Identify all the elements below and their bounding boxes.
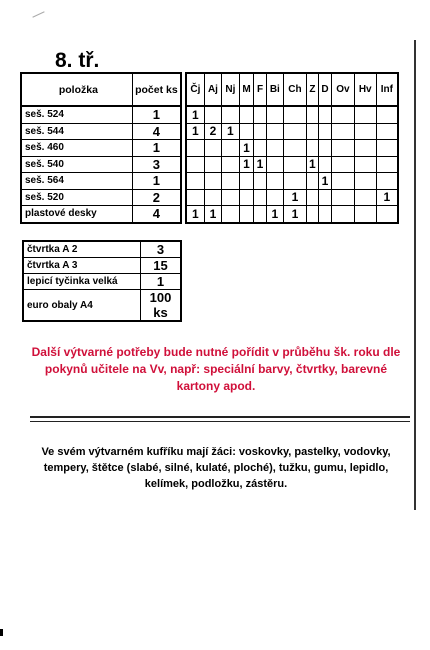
subject-header: F (254, 73, 266, 106)
subject-cell (376, 173, 398, 190)
subject-cell (266, 156, 283, 173)
subject-cell (266, 173, 283, 190)
subject-cell (222, 173, 239, 190)
subject-header-row (186, 73, 398, 106)
subject-cell (239, 106, 254, 123)
subject-header: Aj (204, 73, 221, 106)
subject-cell (354, 189, 376, 206)
item-name: seš. 524 (21, 106, 132, 123)
subject-cell (354, 106, 376, 123)
subject-cell (376, 206, 398, 223)
item-name: seš. 540 (21, 156, 132, 173)
supply-count: 100 ks (141, 290, 182, 322)
subject-header: Z (306, 73, 318, 106)
subject-cell (222, 156, 239, 173)
supplies-row (23, 258, 181, 274)
subject-cell (284, 123, 307, 140)
item-count: 1 (132, 106, 181, 123)
subject-header: Nj (222, 73, 239, 106)
subject-cell (332, 173, 355, 190)
items-header-row (21, 73, 181, 106)
items-row (21, 173, 181, 190)
items-row (21, 106, 181, 123)
subject-cell (332, 140, 355, 157)
subject-cell: 1 (239, 156, 254, 173)
subject-cell (332, 189, 355, 206)
subject-cell (204, 173, 221, 190)
subject-cell (266, 123, 283, 140)
subject-row (186, 140, 398, 157)
subject-row (186, 106, 398, 123)
subject-cell (186, 189, 204, 206)
supplies-row (23, 290, 181, 322)
subject-cell (318, 206, 331, 223)
corner-mark (32, 11, 44, 17)
subject-cell (332, 123, 355, 140)
subject-cell: 2 (204, 123, 221, 140)
subject-cell (204, 156, 221, 173)
subject-cell (239, 173, 254, 190)
subject-header: D (318, 73, 331, 106)
items-row (21, 140, 181, 157)
subject-cell (354, 140, 376, 157)
subject-cell (254, 140, 266, 157)
subject-cell (254, 106, 266, 123)
subject-row (186, 173, 398, 190)
subject-cell (354, 156, 376, 173)
subject-cell (318, 140, 331, 157)
subject-cell: 1 (254, 156, 266, 173)
subject-cell (306, 189, 318, 206)
items-header-name: položka (21, 73, 132, 106)
subject-body (186, 106, 398, 223)
items-row (21, 189, 181, 206)
item-count: 4 (132, 206, 181, 223)
subject-cell (354, 173, 376, 190)
supply-name: čtvrtka A 2 (23, 241, 141, 258)
subject-cell (354, 206, 376, 223)
subject-cell (186, 173, 204, 190)
supplies-table (22, 240, 182, 322)
subject-cell (306, 106, 318, 123)
subject-cell: 1 (186, 106, 204, 123)
subject-cell (318, 156, 331, 173)
supply-name: euro obaly A4 (23, 290, 141, 322)
supplies-row (23, 241, 181, 258)
subject-header: M (239, 73, 254, 106)
subject-cell (266, 189, 283, 206)
supplies-row (23, 274, 181, 290)
subject-cell: 1 (306, 156, 318, 173)
items-row (21, 156, 181, 173)
subject-cell (306, 173, 318, 190)
supplies-note: Další výtvarné potřeby bude nutné pořídit v průběhu šk. roku dle pokynů učitele na Vv, např: speciální barvy, čtvrtky, barevné kartony apod. (31, 345, 401, 393)
subject-cell (204, 189, 221, 206)
subject-cell (376, 156, 398, 173)
subject-cell (204, 140, 221, 157)
page-title: 8. tř. (55, 49, 100, 72)
subject-header: Ov (332, 73, 355, 106)
subject-cell: 1 (376, 189, 398, 206)
subject-cell (284, 106, 307, 123)
item-count: 4 (132, 123, 181, 140)
subject-cell (306, 206, 318, 223)
item-name: seš. 520 (21, 189, 132, 206)
subject-cell: 1 (318, 173, 331, 190)
supply-name: lepicí tyčinka velká (23, 274, 141, 290)
subject-cell (239, 206, 254, 223)
items-row (21, 123, 181, 140)
kit-text: Ve svém výtvarném kufříku mají žáci: voskovky, pastelky, vodovky, tempery, štětce (slabé, silné, kulaté, ploché), tužku, gumu, lepidlo, kelímek, podložku, zástěru. (41, 446, 391, 490)
subject-cell (254, 206, 266, 223)
subject-cell: 1 (186, 206, 204, 223)
subject-cell (254, 123, 266, 140)
subject-cell: 1 (239, 140, 254, 157)
subject-cell (284, 173, 307, 190)
supply-name: čtvrtka A 3 (23, 258, 141, 274)
supply-count: 3 (141, 241, 182, 258)
item-count: 1 (132, 173, 181, 190)
supplies-body (23, 241, 181, 321)
subject-cell: 1 (284, 189, 307, 206)
subject-cell (266, 140, 283, 157)
subject-cell: 1 (204, 206, 221, 223)
subject-table (185, 72, 399, 224)
subject-cell (266, 106, 283, 123)
subject-cell (332, 156, 355, 173)
items-row (21, 206, 181, 223)
subject-cell (186, 156, 204, 173)
subject-cell (284, 140, 307, 157)
subject-cell (222, 106, 239, 123)
subject-cell (306, 123, 318, 140)
item-name: seš. 564 (21, 173, 132, 190)
margin-line (414, 40, 416, 510)
item-count: 1 (132, 140, 181, 157)
item-name: seš. 544 (21, 123, 132, 140)
subject-cell (354, 123, 376, 140)
subject-cell: 1 (266, 206, 283, 223)
subject-row (186, 206, 398, 223)
subject-cell (204, 106, 221, 123)
subject-cell (306, 140, 318, 157)
subject-row (186, 156, 398, 173)
edge-mark (0, 629, 3, 636)
items-header-count: počet ks (132, 73, 181, 106)
item-name: plastové desky (21, 206, 132, 223)
subject-header: Hv (354, 73, 376, 106)
subject-cell: 1 (222, 123, 239, 140)
subject-cell (186, 140, 204, 157)
subject-cell (376, 106, 398, 123)
subject-cell (318, 123, 331, 140)
subject-cell (332, 206, 355, 223)
subject-cell (318, 189, 331, 206)
subject-cell: 1 (284, 206, 307, 223)
item-count: 3 (132, 156, 181, 173)
subject-header: Čj (186, 73, 204, 106)
subject-row (186, 123, 398, 140)
subject-cell (254, 189, 266, 206)
supply-count: 1 (141, 274, 182, 290)
items-body (21, 106, 181, 223)
subject-cell (239, 123, 254, 140)
subject-cell: 1 (186, 123, 204, 140)
subject-cell (222, 140, 239, 157)
subject-cell (376, 140, 398, 157)
subject-row (186, 189, 398, 206)
items-table (20, 72, 182, 224)
subject-cell (222, 189, 239, 206)
subject-cell (284, 156, 307, 173)
subject-cell (376, 123, 398, 140)
subject-header: Bi (266, 73, 283, 106)
item-count: 2 (132, 189, 181, 206)
subject-cell (318, 106, 331, 123)
supply-count: 15 (141, 258, 182, 274)
subject-cell (332, 106, 355, 123)
divider-thin (30, 421, 410, 422)
subject-header: Inf (376, 73, 398, 106)
divider (30, 416, 410, 418)
subject-cell (254, 173, 266, 190)
subject-header: Ch (284, 73, 307, 106)
subject-cell (239, 189, 254, 206)
subject-cell (222, 206, 239, 223)
item-name: seš. 460 (21, 140, 132, 157)
